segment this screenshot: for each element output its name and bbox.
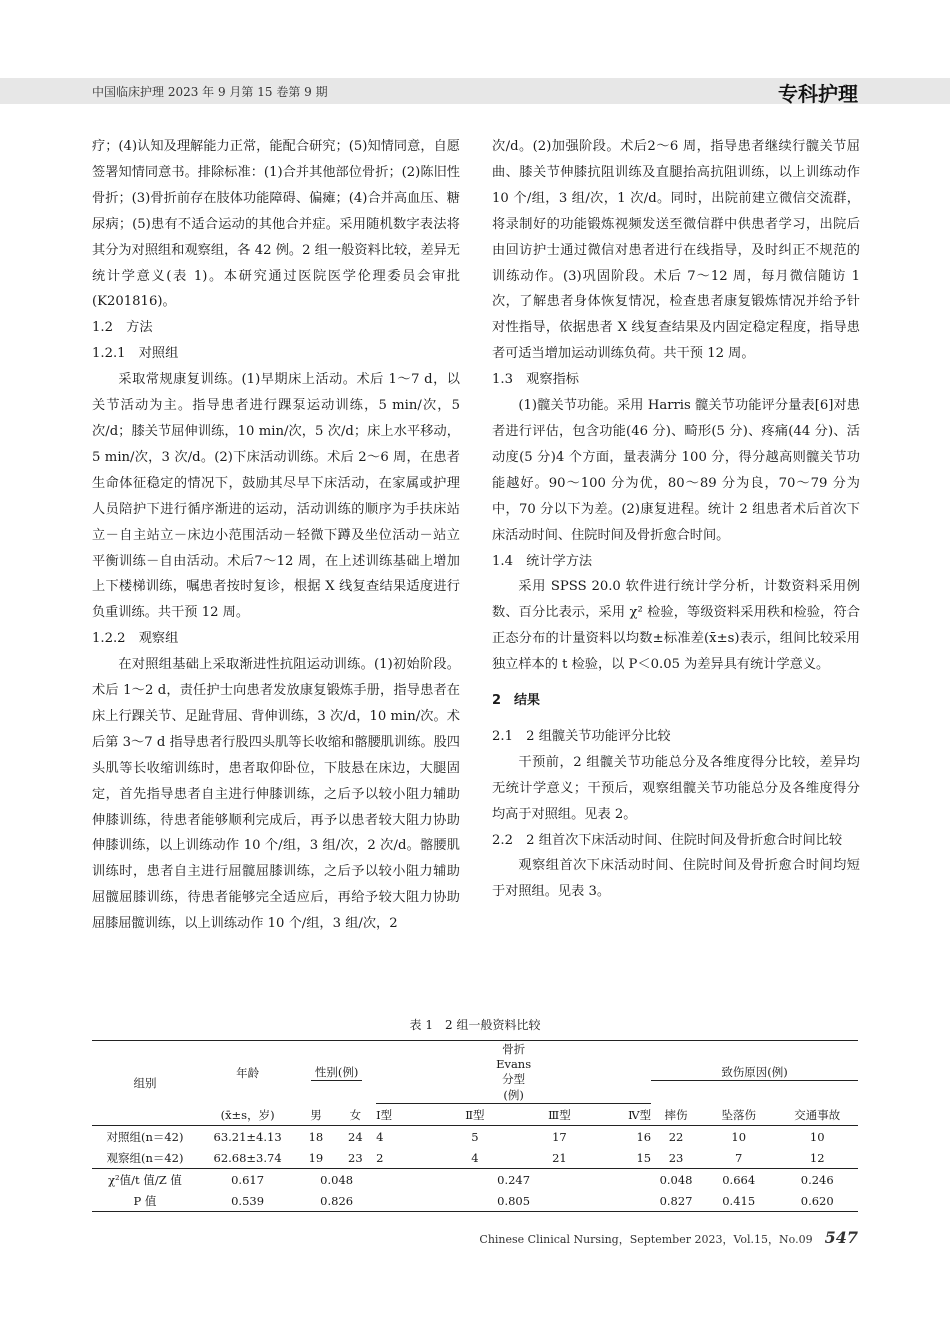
paragraph: 采用 SPSS 20.0 软件进行统计学分析，计数资料采用例数、百分比表示，采用 χ² 检验，等级资料采用秩和检验，符合正态分布的计量资料以均数±标准差(x̄±s)表示，组间比较采用独立样本的 t 检验，以 P＜0.05 为差异具有统计学意义。 — [492, 579, 860, 673]
left-column — [92, 134, 460, 937]
header-age: 年龄 — [198, 1041, 297, 1105]
table-row: χ²值/t 值/Z 值 0.617 0.048 0.247 0.048 0.664 0.246 — [92, 1169, 858, 1191]
general-data-table — [92, 1040, 858, 1212]
table-row: 对照组(n＝42) 63.21±4.13 18 24 4 5 17 16 22 10 10 — [106, 1129, 825, 1144]
journal-info: 中国临床护理 2023 年 9 月第 15 卷第 9 期 — [92, 85, 328, 99]
section-title: 专科护理 — [778, 82, 858, 106]
header-sex: 性别(例) — [297, 1041, 376, 1105]
header-group: 组别 — [92, 1041, 198, 1126]
subheading: 1.3 观察指标 — [492, 372, 579, 388]
page-number: 547 — [824, 1228, 858, 1247]
header-sub: 交通事故 — [776, 1104, 858, 1126]
footer-journal: Chinese Clinical Nursing，September 2023，Vol.15，No.09 — [479, 1233, 813, 1246]
header-sub: 女 — [335, 1104, 376, 1126]
paragraph: (1)髋关节功能。采用 Harris 髋关节功能评分量表[6]对患者进行评估，包含功能(46 分)、畸形(5 分)、疼痛(44 分)、活动度(5 分)4 个方面，量表满分 100 分，得分越高则髋关节功能越好。90～100 分为优，80～89 分为良，70～79 分为中，70 分以下为差。(2)康复进程。统计 2 组患者术后首次下床活动时间、住院时间及骨折愈合时间。 — [492, 398, 860, 543]
subheading: 1.2.1 对照组 — [92, 346, 179, 362]
paragraph: 次/d。(2)加强阶段。术后2～6 周，指导患者继续行髋关节屈曲、膝关节伸膝抗阻训练及直腿抬高抗阻训练，以上训练动作 10 个/组，3 组/次，1 次/d。同时，出院前建立微信交流群，将录制好的功能锻炼视频发送至微信群中供患者学习，出院后由回访护士通过微信对患者进行在线指导，及时纠正不规范的训练动作。(3)巩固阶段。术后 7～12 周，每月微信随访 1 次，了解患者身体恢复情况，检查患者康复锻炼情况并给予针对性指导，依据患者 X 线复查结果及内固定稳定程度，指导患者可适当增加运动训练负荷。共干预 12 周。 — [492, 139, 860, 362]
header-sub: Ⅱ型 — [429, 1104, 521, 1126]
table-caption: 表 1 2 组一般资料比较 — [409, 1018, 541, 1032]
section-heading: 2 结果 — [492, 693, 541, 709]
paragraph: 在对照组基础上采取渐进性抗阻运动训练。(1)初始阶段。术后 1～2 d，责任护士向患者发放康复锻炼手册，指导患者在床上行踝关节、足趾背屈、背伸训练，3 次/d，10 min/次。术后第 3～7 d 指导患者行股四头肌等长收缩和髂腰肌训练。股四头肌等长收缩训练时，患者取仰卧位，下肢悬在床边，大腿固定，首先指导患者自主进行伸膝训练，之后予以较小阻力辅助伸膝训练，待患者能够顺利完成后，再予以患者较大阻力协助伸膝训练，以上训练动作 10 个/组，3 组/次，2 次/d。髂腰肌训练时，患者自主进行屈髋屈膝训练，之后予以较小阻力辅助屈髋屈膝训练，待患者能够完全适应后，再给予较大阻力协助屈膝屈髋训练，以上训练动作 10 个/组，3 组/次，2 — [92, 657, 460, 932]
header-cause: 致伤原因(例) — [651, 1041, 858, 1105]
paragraph: 采取常规康复训练。(1)早期床上活动。术后 1～7 d，以关节活动为主。指导患者进行踝泵运动训练，5 min/次，5 次/d；膝关节屈伸训练，10 min/次，5 次/d；床上水平移动，5 min/次，3 次/d。(2)下床活动训练。术后 2～6 周，在患者生命体征稳定的情况下，鼓励其尽早下床活动，在家属或护理人员陪护下进行循序渐进的运动，活动训练的顺序为手扶床站立－自主站立－床边小范围活动－轻微下蹲及坐位活动－站立平衡训练－自由活动。术后7～12 周，在上述训练基础上增加上下楼梯训练，嘱患者按时复诊，根据 X 线复查结果适度进行负重训练。共干预 12 周。 — [92, 372, 460, 621]
page-footer — [479, 1228, 858, 1247]
subheading: 2.2 2 组首次下床活动时间、住院时间及骨折愈合时间比较 — [492, 832, 843, 848]
running-header — [0, 78, 950, 104]
header-age-unit: (x̄±s，岁) — [198, 1104, 297, 1126]
subheading: 1.2 方法 — [92, 320, 153, 336]
header-sub: 摔伤 — [651, 1104, 701, 1126]
paragraph: 疗；(4)认知及理解能力正常，能配合研究；(5)知情同意，自愿签署知情同意书。排除标准：(1)合并其他部位骨折；(2)陈旧性骨折；(3)骨折前存在肢体功能障碍、偏瘫；(4)合并高血压、糖尿病；(5)患有不适合运动的其他合并症。采用随机数字表法将其分为对照组和观察组，各 42 例。2 组一般资料比较，差异无统计学意义(表 1)。本研究通过医院医学伦理委员会审批(K201816)。 — [92, 139, 460, 310]
header-sub: Ⅳ型 — [598, 1104, 651, 1126]
header-sub: Ⅰ型 — [376, 1104, 429, 1126]
header-sub: 男 — [297, 1104, 334, 1126]
table-row: P 值 0.539 0.826 0.805 0.827 0.415 0.620 — [92, 1190, 858, 1212]
paragraph: 观察组首次下床活动时间、住院时间及骨折愈合时间均短于对照组。见表 3。 — [492, 858, 860, 900]
table-row: 观察组(n＝42) 62.68±3.74 19 23 2 4 21 15 23 7 12 — [106, 1150, 825, 1165]
subheading: 1.2.2 观察组 — [92, 631, 179, 647]
header-evans: 骨折 Evans 分型(例) — [376, 1041, 651, 1105]
header-sub: Ⅲ型 — [521, 1104, 598, 1126]
subheading: 2.1 2 组髋关节功能评分比较 — [492, 728, 671, 744]
paragraph: 干预前，2 组髋关节功能总分及各维度得分比较，差异均无统计学意义；干预后，观察组髋关节功能总分及各维度得分均高于对照组。见表 2。 — [492, 754, 860, 822]
header-sub: 坠落伤 — [701, 1104, 777, 1126]
subheading: 1.4 统计学方法 — [492, 553, 593, 569]
right-column — [492, 134, 860, 905]
